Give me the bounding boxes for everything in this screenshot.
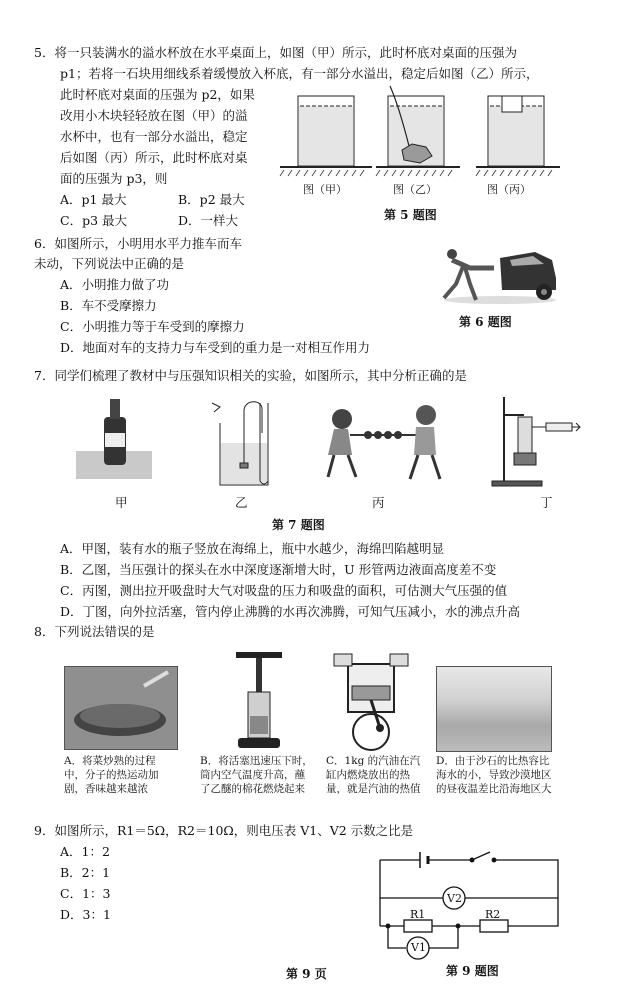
q7-label-bing: 丙 (372, 495, 385, 510)
cup-yi (376, 86, 460, 176)
q5-figure (280, 84, 580, 184)
q8-caption-c: C．1kg 的汽油在汽缸内燃烧放出的热量，就是汽油的热值 (326, 755, 421, 795)
q5-option-b: B．p2 最大 (178, 192, 245, 207)
q9-option-c: C．1：3 (60, 886, 111, 901)
q5-caption: 第 5 题图 (384, 208, 437, 222)
q9-option-d: D．3：1 (60, 907, 111, 922)
q8-stem: 8．下列说法错误的是 (34, 624, 155, 639)
q5-line-4: 改用小木块轻轻放在图（甲）的溢 (60, 108, 248, 123)
q9-option-a: A．1：2 (60, 844, 110, 859)
q7-stem: 7．同学们梳理了教材中与压强知识相关的实验，如图所示，其中分析正确的是 (34, 368, 467, 383)
q7-label-yi: 乙 (235, 495, 248, 510)
q5-option-a: A．p1 最大 (60, 192, 127, 207)
q5-fig-label-yi: 图（乙） (393, 183, 437, 196)
q7-option-a: A．甲图，装有水的瓶子竖放在海绵上，瓶中水越少，海绵凹陷越明显 (60, 541, 445, 556)
q5-line-3: 此时杯底对桌面的压强为 p2，如果 (60, 87, 255, 102)
q7-option-d: D．丁图，向外拉活塞，管内停止沸腾的水再次沸腾，可知气压减小，水的沸点升高 (60, 604, 521, 619)
q6-option-c: C．小明推力等于车受到的摩擦力 (60, 319, 245, 334)
q9-caption: 第 9 题图 (446, 964, 499, 978)
q5-line-6: 后如图（丙）所示，此时杯底对桌 (60, 150, 248, 165)
q7-pressure-gauge (212, 402, 268, 485)
q6-line-1: 6．如图所示，小明用水平力推车而车 (34, 236, 242, 251)
q9-label-r1: R1 (410, 908, 426, 921)
q6-option-b: B．车不受摩擦力 (60, 298, 157, 313)
q7-kids-suction-cups (328, 405, 440, 479)
q5-line-5: 水杯中，也有一部分水溢出，稳定 (60, 129, 248, 144)
q6-caption: 第 6 题图 (459, 315, 512, 329)
q5-fig-label-jia: 图（甲） (303, 183, 347, 196)
q8-photo-desert (436, 666, 552, 752)
q5-option-d: D．一样大 (178, 213, 239, 228)
q7-bottle-on-sponge (76, 399, 152, 479)
q7-flask-syringe (492, 397, 580, 486)
q7-figure (72, 393, 592, 493)
q9-option-b: B．2：1 (60, 865, 111, 880)
q7-label-jia: 甲 (115, 495, 128, 510)
q5-line-7: 面的压强为 p3，则 (60, 171, 168, 186)
q9-label-v1: V1 (411, 941, 426, 954)
q8-wok-icon (64, 666, 178, 750)
q7-option-c: C．丙图，测出拉开吸盘时大气对吸盘的压力和吸盘的面积，可估测大气压强的值 (60, 583, 508, 598)
q6-option-a: A．小明推力做了功 (60, 277, 170, 292)
q9-label-v2: V2 (447, 892, 462, 905)
q7-option-b: B．乙图，当压强计的探头在水中深度逐渐增大时，U 形管两边液面高度差不变 (60, 562, 497, 577)
q5-fig-label-bing: 图（丙） (487, 183, 531, 196)
q8-caption-b: B．将活塞迅速压下时，筒内空气温度升高，蘸了乙醚的棉花燃烧起来 (200, 755, 313, 795)
q9-circuit (376, 848, 562, 960)
cup-jia (280, 96, 372, 176)
q5-option-c: C．p3 最大 (60, 213, 127, 228)
q8-caption-d: D．由于沙石的比热容比海水的小，导致沙漠地区的昼夜温差比沿海地区大 (436, 755, 552, 795)
q5-line-1: 5．将一只装满水的溢水杯放在水平桌面上，如图（甲）所示，此时杯底对桌面的压强为 (34, 45, 517, 60)
q8-caption-a: A．将菜炒熟的过程中，分子的热运动加剧，香味越来越浓 (64, 755, 159, 795)
cup-bing (476, 96, 560, 176)
q5-line-2: p1；若将一石块用细线系着缓慢放入杯底，有一部分水溢出，稳定后如图（乙）所示， (60, 66, 539, 81)
q9-stem: 9．如图所示，R1＝5Ω，R2＝10Ω，则电压表 V1、V2 示数之比是 (34, 823, 414, 838)
q7-caption: 第 7 题图 (272, 518, 325, 532)
page-number: 第 9 页 (286, 967, 327, 981)
q6-option-d: D．地面对车的支持力与车受到的重力是一对相互作用力 (60, 340, 371, 355)
q8-engine-icon (330, 650, 412, 754)
q8-piston-tube-icon (230, 652, 290, 754)
q7-label-ding: 丁 (540, 495, 553, 510)
q9-label-r2: R2 (485, 908, 501, 921)
q6-line-2: 未动，下列说法中正确的是 (34, 256, 185, 271)
q6-figure-push-car (440, 238, 558, 306)
